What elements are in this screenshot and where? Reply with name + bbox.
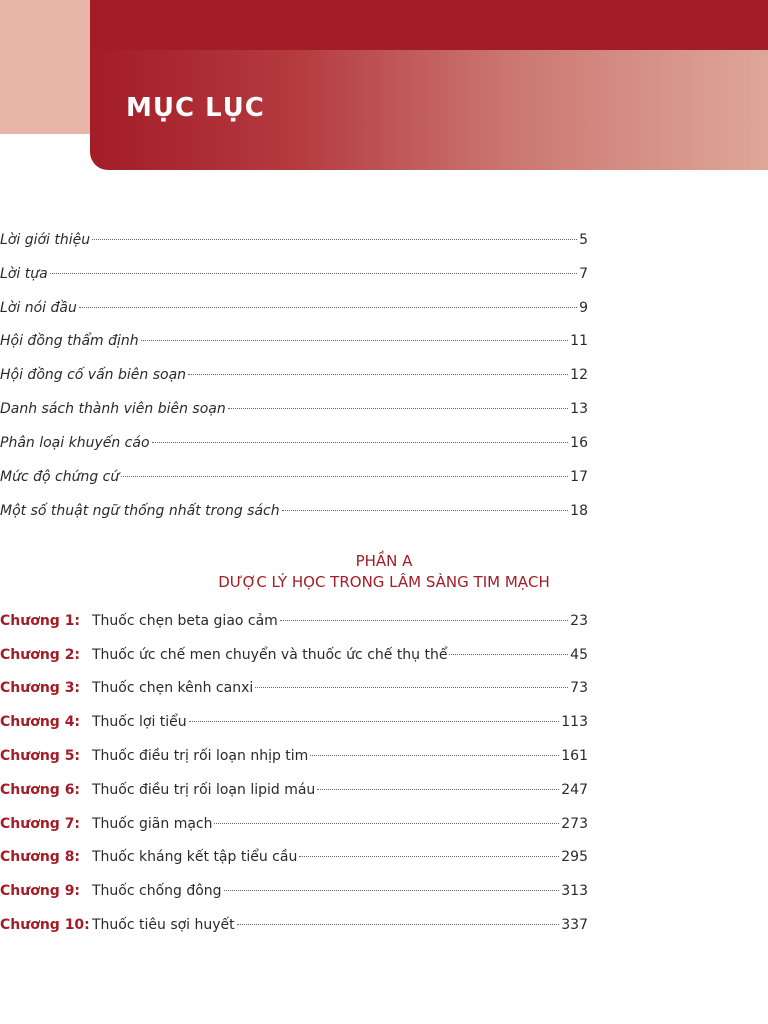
- chapter-page: 161: [561, 748, 588, 764]
- toc-entry[interactable]: [0, 331, 588, 351]
- toc-entry[interactable]: [0, 399, 588, 419]
- dot-leader: [141, 340, 569, 341]
- toc-entry-label: Một số thuật ngữ thống nhất trong sách: [0, 503, 280, 519]
- chapter-page: 273: [561, 816, 588, 832]
- part-number: PHẦN A: [355, 552, 413, 570]
- dot-leader: [189, 721, 560, 722]
- dot-leader: [92, 239, 577, 240]
- chapter-entry[interactable]: [0, 712, 588, 732]
- toc-entry-label: Phân loại khuyến cáo: [0, 435, 150, 451]
- page-title: MỤC LỤC: [126, 93, 265, 123]
- dot-leader: [280, 620, 568, 621]
- toc-entry[interactable]: [0, 264, 588, 284]
- toc-entry-label: Hội đồng cố vấn biên soạn: [0, 367, 187, 383]
- chapter-title: Thuốc kháng kết tập tiểu cầu: [92, 849, 298, 865]
- dot-leader: [121, 476, 568, 477]
- toc-entry-page: 9: [579, 300, 588, 316]
- toc-entry-label: Hội đồng thẩm định: [0, 333, 139, 349]
- chapter-title: Thuốc chống đông: [92, 883, 222, 899]
- dot-leader: [317, 789, 559, 790]
- chapter-page: 295: [561, 849, 588, 865]
- dot-leader: [79, 307, 577, 308]
- chapter-entry[interactable]: [0, 847, 588, 867]
- chapter-number: Chương 9:: [0, 883, 81, 899]
- toc-entry-page: 13: [570, 401, 588, 417]
- dot-leader: [282, 510, 569, 511]
- toc-entry[interactable]: [0, 298, 588, 318]
- dot-leader: [224, 890, 560, 891]
- header-banner: [90, 0, 768, 170]
- part-title: DƯỢC LÝ HỌC TRONG LÂM SÀNG TIM MẠCH: [218, 573, 550, 591]
- toc-entry[interactable]: [0, 433, 588, 453]
- dot-leader: [310, 755, 559, 756]
- banner-top-band: [90, 0, 768, 50]
- chapter-page: 23: [570, 613, 588, 629]
- chapter-number: Chương 4:: [0, 714, 81, 730]
- chapter-page: 337: [561, 917, 588, 933]
- chapter-title: Thuốc ức chế men chuyển và thuốc ức chế thụ thể: [92, 647, 448, 663]
- dot-leader: [299, 856, 559, 857]
- chapter-page: 113: [561, 714, 588, 730]
- chapter-title: Thuốc tiêu sợi huyết: [92, 917, 235, 933]
- toc-entry[interactable]: [0, 230, 588, 250]
- chapter-entry[interactable]: [0, 645, 588, 665]
- dot-leader: [228, 408, 568, 409]
- dot-leader: [449, 654, 568, 655]
- toc-entry-label: Mức độ chứng cứ: [0, 469, 120, 485]
- chapter-title: Thuốc điều trị rối loạn nhịp tim: [92, 748, 309, 764]
- chapter-entry[interactable]: [0, 881, 588, 901]
- toc-entry-page: 7: [579, 266, 588, 282]
- toc-entry-label: Danh sách thành viên biên soạn: [0, 401, 226, 417]
- chapter-number: Chương 5:: [0, 748, 81, 764]
- chapter-entry[interactable]: [0, 780, 588, 800]
- dot-leader: [214, 823, 559, 824]
- toc-entry-page: 12: [570, 367, 588, 383]
- chapter-number: Chương 8:: [0, 849, 81, 865]
- chapter-page: 247: [561, 782, 588, 798]
- chapter-entry[interactable]: [0, 915, 588, 935]
- chapter-title: Thuốc điều trị rối loạn lipid máu: [92, 782, 316, 798]
- part-heading: [90, 551, 678, 593]
- chapter-title: Thuốc giãn mạch: [92, 816, 213, 832]
- dot-leader: [50, 273, 577, 274]
- chapter-entry[interactable]: [0, 746, 588, 766]
- chapter-page: 73: [570, 680, 588, 696]
- chapter-entry[interactable]: [0, 678, 588, 698]
- dot-leader: [188, 374, 568, 375]
- chapter-number: Chương 3:: [0, 680, 81, 696]
- toc-entry-page: 11: [570, 333, 588, 349]
- chapter-number: Chương 7:: [0, 816, 81, 832]
- chapter-title: Thuốc lợi tiểu: [92, 714, 187, 730]
- dot-leader: [237, 924, 560, 925]
- toc-entry-page: 16: [570, 435, 588, 451]
- toc-entry-page: 5: [579, 232, 588, 248]
- chapter-title: Thuốc chẹn beta giao cảm: [92, 613, 278, 629]
- toc-entry-label: Lời giới thiệu: [0, 232, 91, 248]
- dot-leader: [152, 442, 569, 443]
- toc-entry-label: Lời nói đầu: [0, 300, 77, 316]
- header-accent-tab: [0, 0, 90, 134]
- chapter-entry[interactable]: [0, 611, 588, 631]
- chapter-number: Chương 10:: [0, 917, 90, 933]
- chapter-title: Thuốc chẹn kênh canxi: [92, 680, 254, 696]
- toc-entry[interactable]: [0, 467, 588, 487]
- chapter-entry[interactable]: [0, 814, 588, 834]
- chapter-number: Chương 1:: [0, 613, 81, 629]
- dot-leader: [255, 687, 568, 688]
- chapter-number: Chương 2:: [0, 647, 81, 663]
- chapter-page: 313: [561, 883, 588, 899]
- toc-entry-label: Lời tựa: [0, 266, 48, 282]
- toc-entry[interactable]: [0, 501, 588, 521]
- toc-entry[interactable]: [0, 365, 588, 385]
- chapter-number: Chương 6:: [0, 782, 81, 798]
- chapter-page: 45: [570, 647, 588, 663]
- toc-entry-page: 17: [570, 469, 588, 485]
- toc-entry-page: 18: [570, 503, 588, 519]
